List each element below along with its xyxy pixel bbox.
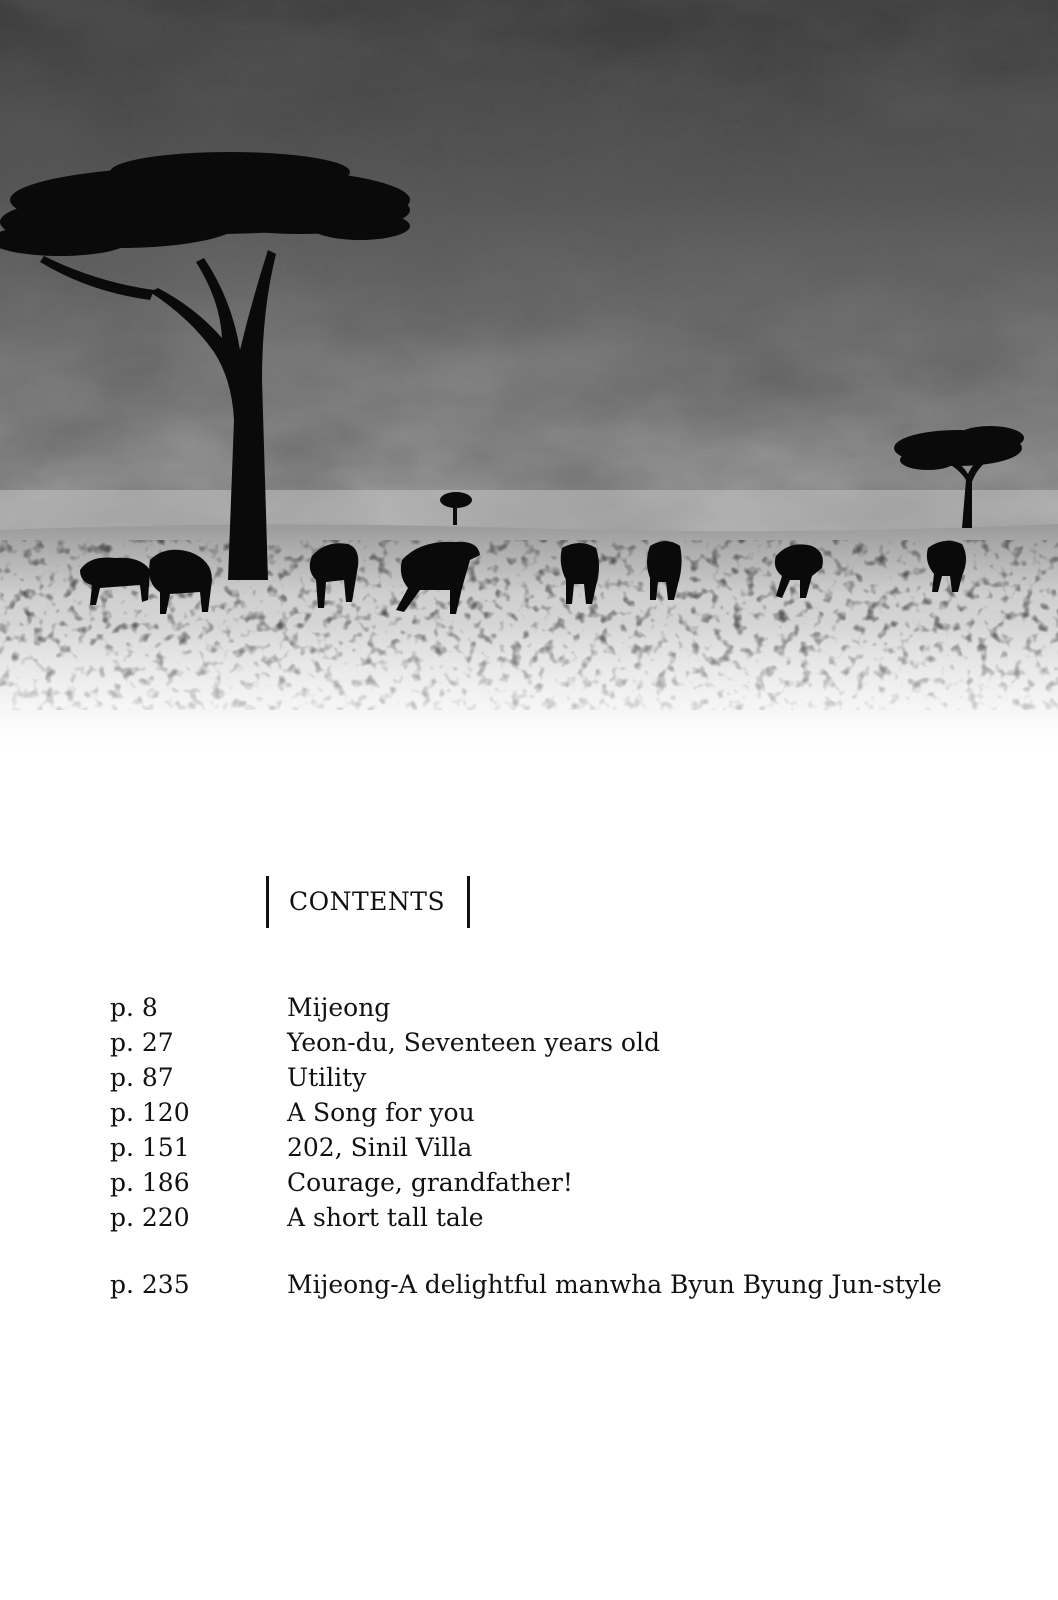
- toc-page-number: p. 220: [110, 1203, 190, 1232]
- savanna-illustration: [0, 0, 1058, 760]
- contents-title: CONTENTS: [289, 887, 446, 916]
- contents-heading: [266, 876, 470, 928]
- toc-entry-appendix[interactable]: [110, 1267, 1010, 1302]
- toc-title: Mijeong: [287, 993, 391, 1022]
- toc-title: A Song for you: [287, 1098, 475, 1127]
- toc-entry[interactable]: [110, 1165, 1010, 1200]
- toc-page-number: p. 120: [110, 1098, 190, 1127]
- toc-page-number: p. 27: [110, 1028, 174, 1057]
- toc-title: A short tall tale: [287, 1203, 484, 1232]
- toc-page-number: p. 235: [110, 1270, 190, 1299]
- toc-page-number: p. 87: [110, 1063, 174, 1092]
- toc-page-number: p. 186: [110, 1168, 190, 1197]
- toc-entry[interactable]: [110, 1060, 1010, 1095]
- toc-entry[interactable]: [110, 990, 1010, 1025]
- toc-entry[interactable]: [110, 1095, 1010, 1130]
- toc-entry[interactable]: [110, 1200, 1010, 1235]
- toc-entry[interactable]: [110, 1025, 1010, 1060]
- heading-bar-right: [467, 876, 470, 928]
- toc-title: Utility: [287, 1063, 367, 1092]
- toc-page-number: p. 151: [110, 1133, 190, 1162]
- toc-title: 202, Sinil Villa: [287, 1133, 473, 1162]
- toc-title: Courage, grandfather!: [287, 1168, 573, 1197]
- toc-entry[interactable]: [110, 1130, 1010, 1165]
- table-of-contents: [110, 990, 1010, 1302]
- toc-page-number: p. 8: [110, 993, 158, 1022]
- toc-title: Mijeong-A delightful manwha Byun Byung Jun-style: [287, 1270, 942, 1299]
- toc-title: Yeon-du, Seventeen years old: [287, 1028, 660, 1057]
